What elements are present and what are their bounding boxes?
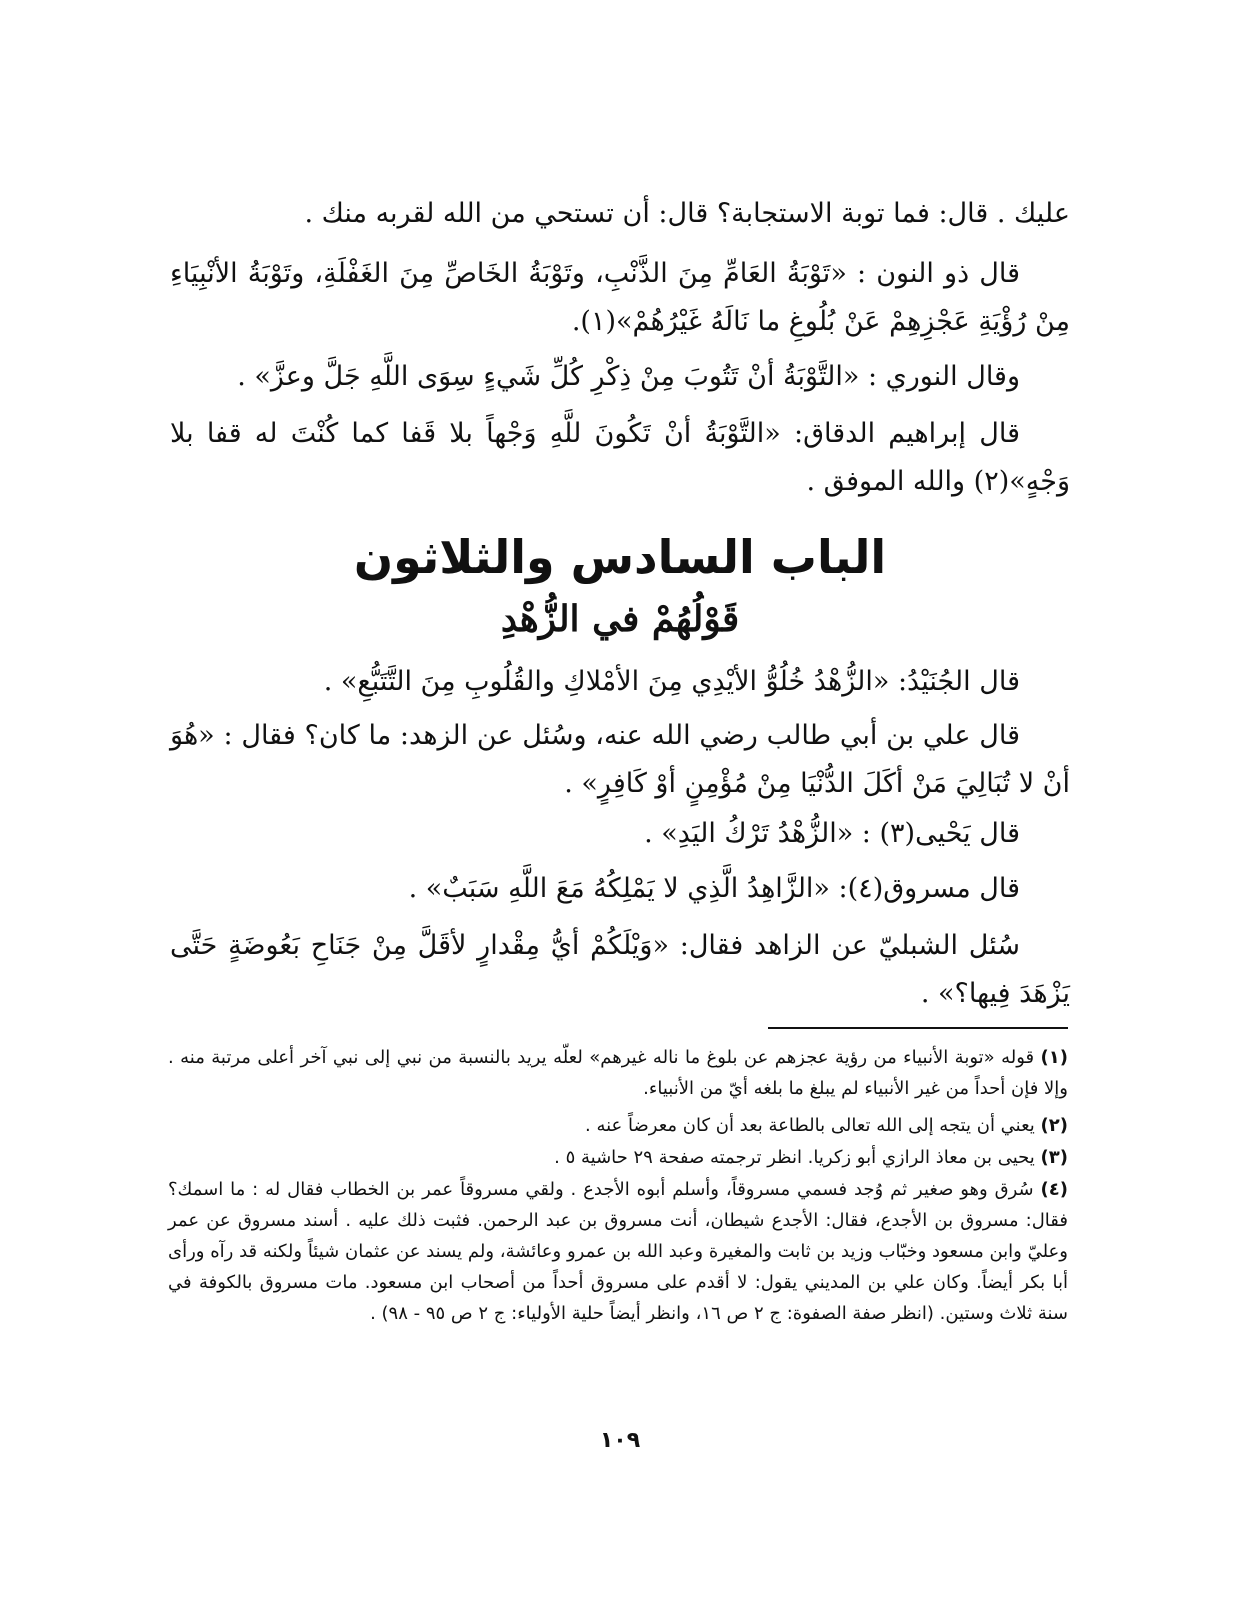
junayd-paragraph: قال الجُنَيْدُ: «الزُّهْدُ خُلُوُّ الأيْدِي مِنَ الأمْلاكِ والقُلُوبِ مِنَ التَّتَبُّعِ» . xyxy=(323,666,1020,697)
dhul-nun-paragraph: قال ذو النون : «تَوْبَةُ العَامِّ مِنَ الذَّنْبِ، وتَوْبَةُ الخَاصِّ مِنَ الغَفْلَةِ، وتَوْبَةُ الأنْبِيَاءِ مِنْ رُؤْيَةِ عَجْزِهِمْ عَنْ بُلُوغِ ما نَالَهُ غَيْرُهُمْ»(١). xyxy=(170,258,1070,337)
footnote-number: (٤) xyxy=(1040,1179,1068,1200)
footnote-text: قوله «توبة الأنبياء من رؤية عجزهم عن بلوغ ما ناله غيرهم» لعلّه يريد بالنسبة من نبي إلى نبي آخر أعلى مرتبة منه . وإلا فإن أحداً من غير الأنبياء لم يبلغ ما بلغه أيّ من الأنبياء. xyxy=(168,1047,1068,1099)
shibli-paragraph: سُئل الشبليّ عن الزاهد فقال: «وَيْلَكُمْ أيُّ مِقْدارٍ لأقَلَّ مِنْ جَنَاحِ بَعُوضَةٍ حَتَّى يَزْهَدَ فِيها؟» . xyxy=(170,930,1070,1009)
footnote-text: يحيى بن معاذ الرازي أبو زكريا. انظر ترجمته صفحة ٢٩ حاشية ٥ . xyxy=(554,1147,1035,1168)
footnote-separator xyxy=(768,1027,1068,1029)
page-number: ١٠٩ xyxy=(599,1428,641,1453)
continuation-paragraph: عليك . قال: فما توبة الاستجابة؟ قال: أن تستحي من الله لقربه منك . xyxy=(304,198,1070,229)
footnote-text: يعني أن يتجه إلى الله تعالى بالطاعة بعد أن كان معرضاً عنه . xyxy=(585,1115,1035,1136)
ali-paragraph: قال علي بن أبي طالب رضي الله عنه، وسُئل عن الزهد: ما كان؟ فقال : «هُوَ أنْ لا تُبَالِيَ مَنْ أكَلَ الدُّنْيَا مِنْ مُؤْمِنٍ أوْ كَافِرٍ» . xyxy=(170,720,1070,799)
daqqaq-paragraph: قال إبراهيم الدقاق: «التَّوْبَةُ أنْ تَكُونَ للَّهِ وَجْهاً بلا قَفا كما كُنْتَ له قفا بلا وَجْهٍ»(٢) والله الموفق . xyxy=(170,418,1070,497)
footnote-4 xyxy=(168,1174,1068,1329)
chapter-title: الباب السادس والثلاثون xyxy=(353,530,887,584)
chapter-subtitle: قَوْلُهُمْ في الزُّهْدِ xyxy=(500,598,740,640)
footnote-3 xyxy=(168,1142,1068,1173)
masruq-paragraph: قال مسروق(٤): «الزَّاهِدُ الَّذِي لا يَمْلِكُهُ مَعَ اللَّهِ سَبَبٌ» . xyxy=(408,873,1020,904)
yahya-paragraph: قال يَحْيى(٣) : «الزُّهْدُ تَرْكُ اليَدِ» . xyxy=(644,818,1020,849)
footnote-2 xyxy=(168,1110,1068,1141)
footnote-text: سُرق وهو صغير ثم وُجد فسمي مسروقاً، وأسلم أبوه الأجدع . ولقي مسروقاً عمر بن الخطاب فقال له : ما اسمك؟ فقال: مسروق بن الأجدع، فقال: الأجدع شيطان، أنت مسروق بن عبد الرحمن. فثبت ذلك عليه . أسند مسروق عن عمر وعليّ وابن مسعود وخبّاب وزيد بن ثابت والمغيرة وعبد الله بن عمرو وعائشة، ولم يسند عن عثمان شيئاً ولكنه قد رآه ورأى أبا بكر أيضاً. وكان علي بن المديني يقول: لا أقدم على مسروق أحداً من أصحاب ابن مسعود. مات مسروق بالكوفة في سنة ثلاث وستين. (انظر صفة الصفوة: ج ٢ ص ١٦، وانظر أيضاً حلية الأولياء: ج ٢ ص ٩٥ - ٩٨) . xyxy=(168,1179,1068,1324)
footnote-number: (١) xyxy=(1040,1047,1068,1068)
footnote-number: (٣) xyxy=(1040,1147,1068,1168)
footnote-number: (٢) xyxy=(1040,1115,1068,1136)
footnote-1 xyxy=(168,1042,1068,1104)
nuri-paragraph: وقال النوري : «التَّوْبَةُ أنْ تَتُوبَ مِنْ ذِكْرِ كُلِّ شَيءٍ سِوَى اللَّهِ جَلَّ وعزَّ» . xyxy=(237,361,1020,392)
